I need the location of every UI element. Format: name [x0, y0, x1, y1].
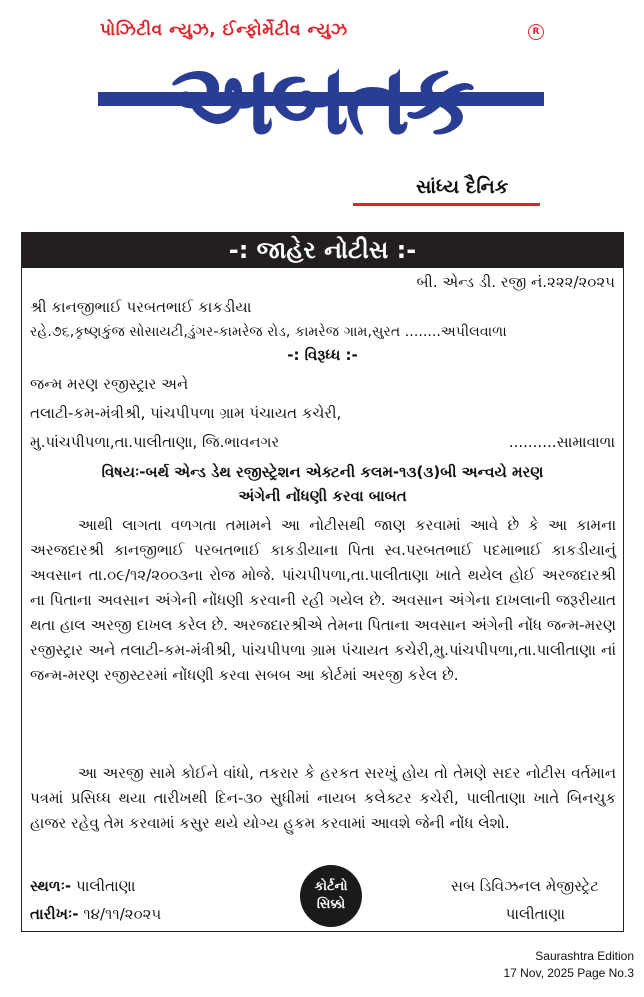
public-notice: [21, 232, 624, 932]
seal-line-1: કોર્ટનો: [314, 879, 348, 894]
applicant-name: શ્રી કાનજીભાઈ પરબતભાઈ કાકડીયા: [30, 298, 252, 316]
date-row: [30, 903, 161, 925]
applicant-address: રહે.૭૬,કૃષ્ણકુંજ સોસાયટી,ડુંગર-કામરેજ રોડ, કામરેજ ગામ,સુરત ........અપીલવાળા: [30, 324, 507, 340]
subject-line-2: અંગેની નોંધણી કરવા બાબત: [238, 487, 407, 505]
court-seal: [300, 865, 362, 927]
respondent-line-1: જન્મ મરણ રજીસ્ટ્રાર અને: [30, 375, 189, 393]
masthead-tagline: પોઝિટીવ ન્યુઝ, ઈન્ફોર્મેટીવ ન્યુઝ: [100, 20, 348, 40]
place-row: [30, 875, 135, 897]
signatory-place: પાલીતાણા: [505, 905, 565, 923]
respondent-line-2: તલાટી-કમ-મંત્રીશ્રી, પાંચપીપળા ગ્રામ પંચાયત કચેરી,: [30, 404, 342, 422]
date-value: ૧૪/૧૧/૨૦૨૫: [83, 905, 162, 923]
newspaper-logo: [98, 44, 544, 156]
versus-label: -: વિરૂધ્ધ :-: [287, 346, 358, 364]
signatory-title: સબ ડિવિઝનલ મેજીસ્ટ્રેટ: [450, 877, 599, 895]
edition-underline: [353, 203, 540, 206]
edition-date-page: 17 Nov, 2025 Page No.3: [503, 966, 634, 980]
date-label: તારીખઃ-: [30, 905, 79, 923]
subject-line-1: વિષયઃ-બર્થ એન્ડ ડેથ રજીસ્ટ્રેશન એક્ટની કલમ-૧૩(૩)બી અન્વયે મરણ: [101, 463, 544, 481]
place-label: સ્થળઃ-: [30, 877, 72, 895]
seal-line-2: સિક્કો: [316, 897, 346, 912]
notice-paragraph-1: આથી લાગતા વળગતા તમામને આ નોટીસથી જાણ કરવામાં આવે છે કે આ કામના અરજદારશ્રી કાનજીભાઈ પરબતભાઈ કાકડીયાના પિતા સ્વ.પરબતભાઈ પદમાભાઈ કાકડીયાનું અવસાન તા.૦૯/૧૨/૨૦૦૩ના રોજ મોજે. પાંચપીપળા,તા.પાલીતાણા ખાતે થયેલ હોઈ અરજદારશ્રી ના પિતાના અવસાન અંગેની નોંધણી કરવાની રહી ગયેલ છે. અવસાન અંગેના દાખલાની જરૂરીયાત થતા હાલ અરજી દાખલ કરેલ છે. અરજદારશ્રીએ તેમના પિતાના અવસાન અંગેની નોંધ જન્મ-મરણ રજીસ્ટ્રાર અને તલાટી-કમ-મંત્રીશ્રી, પાંચપીપળા ગ્રામ પંચાયત કચેરી,મુ.પાંચપીપળા,તા.પાલીતાણા નાં જન્મ-મરણ રજીસ્ટરમાં નોંધણી કરવા સબબ આ કોર્ટમાં અરજી કરેલ છે.: [30, 516, 616, 684]
masthead: [0, 0, 644, 222]
registration-number: બી. એન્ડ ડી. રજી નં.૨૨૨/૨૦૨૫: [416, 273, 615, 291]
respondent-line-3: મુ.પાંચપીપળા,તા.પાલીતાણા, જિ.ભાવનગર: [30, 433, 280, 451]
edition-name: Saurashtra Edition: [535, 949, 634, 963]
registered-mark-icon: R: [528, 24, 544, 40]
notice-paragraph-2: આ અરજી સામે કોઈને વાંધો, તકરાર કે હરકત સરખું હોય તો તેમણે સદર નોટીસ વર્તમાન પત્રમાં પ્રસિધ્ધ થયા તારીખથી દિન-૩૦ સુધીમાં નાયબ કલેક્ટર કચેરી, પાલીતાણા ખાતે બિનચુક હાજર રહેવુ તેમ કરવામાં કસુર થયે યોગ્ય હુકમ કરવામાં આવશે જેની નોંધ લેશો.: [30, 764, 616, 832]
place-value: પાલીતાણા: [75, 877, 136, 895]
edition-footer: [503, 948, 634, 982]
logo-text: અબતક: [170, 43, 472, 157]
respondent-role: ..........સામાવાળા: [508, 433, 615, 451]
notice-heading: -: જાહેર નોટીસ :-: [22, 233, 623, 268]
edition-label: સાંધ્ય દૈનિક: [416, 176, 509, 198]
